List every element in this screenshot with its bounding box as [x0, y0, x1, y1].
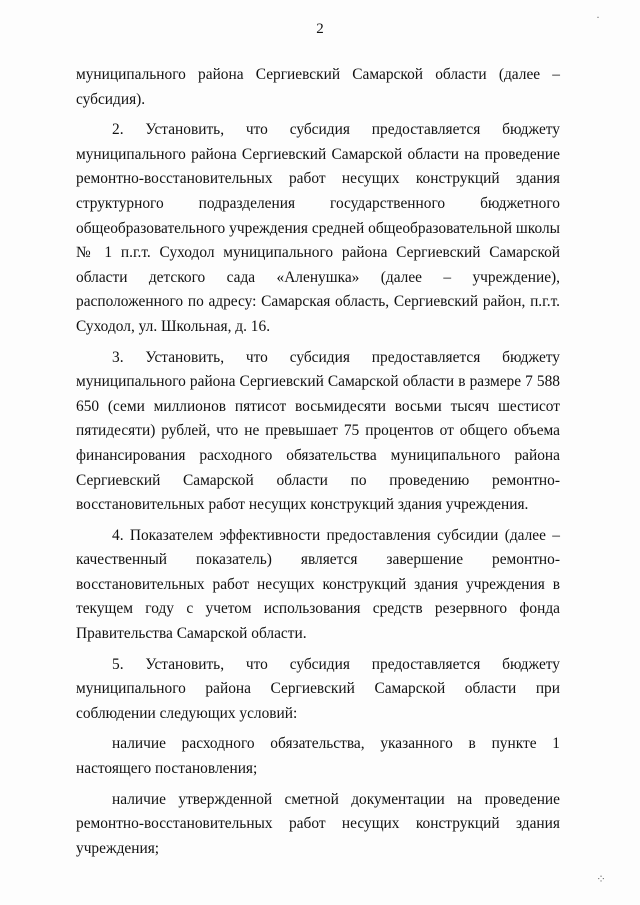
paragraph-item-3: 3. Установить, что субсидия предоставляется бюджету муниципального района Сергиевский Самарской области в размере 7 588 650 (семи миллионов пятисот восьмидесяти восьми тысяч шестисот пятидесяти) рублей, что не превышает 75 процентов от общего объема финансирования расходного обязательства муниципального района Сергиевский Самарской области по проведению ремонтно-восстановительных работ несущих конструкций здания учреждения.: [76, 348, 560, 514]
condition-item-1: наличие расходного обязательства, указанного в пункте 1 настоящего постановления;: [76, 735, 560, 778]
paragraph-item-4: 4. Показателем эффективности предоставления субсидии (далее – качественный показатель) является завершение ремонтно-восстановительных работ несущих конструкций здания учреждения в текущем году с учетом использования средств резервного фонда Правительства Самарской области.: [76, 526, 560, 643]
condition-item-2: наличие утвержденной сметной документации на проведение ремонтно-восстановительных работ несущих конструкций здания учреждения;: [76, 790, 560, 857]
paragraph-item-5: 5. Установить, что субсидия предоставляется бюджету муниципального района Сергиевский Самарской области при соблюдении следующих условий:: [76, 655, 560, 722]
paragraph-continuation: муниципального района Сергиевский Самарской области (далее – субсидия).: [76, 66, 560, 108]
scan-speck-mark: ⁘: [596, 872, 607, 886]
scan-speck-mark: ·: [596, 10, 600, 24]
page-number: 2: [316, 21, 324, 37]
document-body: [76, 63, 560, 861]
paragraph-item-2: 2. Установить, что субсидия предоставляется бюджету муниципального района Сергиевский Самарской области на проведение ремонтно-восстановительных работ несущих конструкций здания структурного подразделения государственного бюджетного общеобразовательного учреждения средней общеобразовательной школы № 1 п.г.т. Суходол муниципального района Сергиевский Самарской области детского сада «Аленушка» (далее – учреждение), расположенного по адресу: Самарская область, Сергиевский район, п.г.т. Суходол, ул. Школьная, д. 16.: [76, 121, 560, 335]
